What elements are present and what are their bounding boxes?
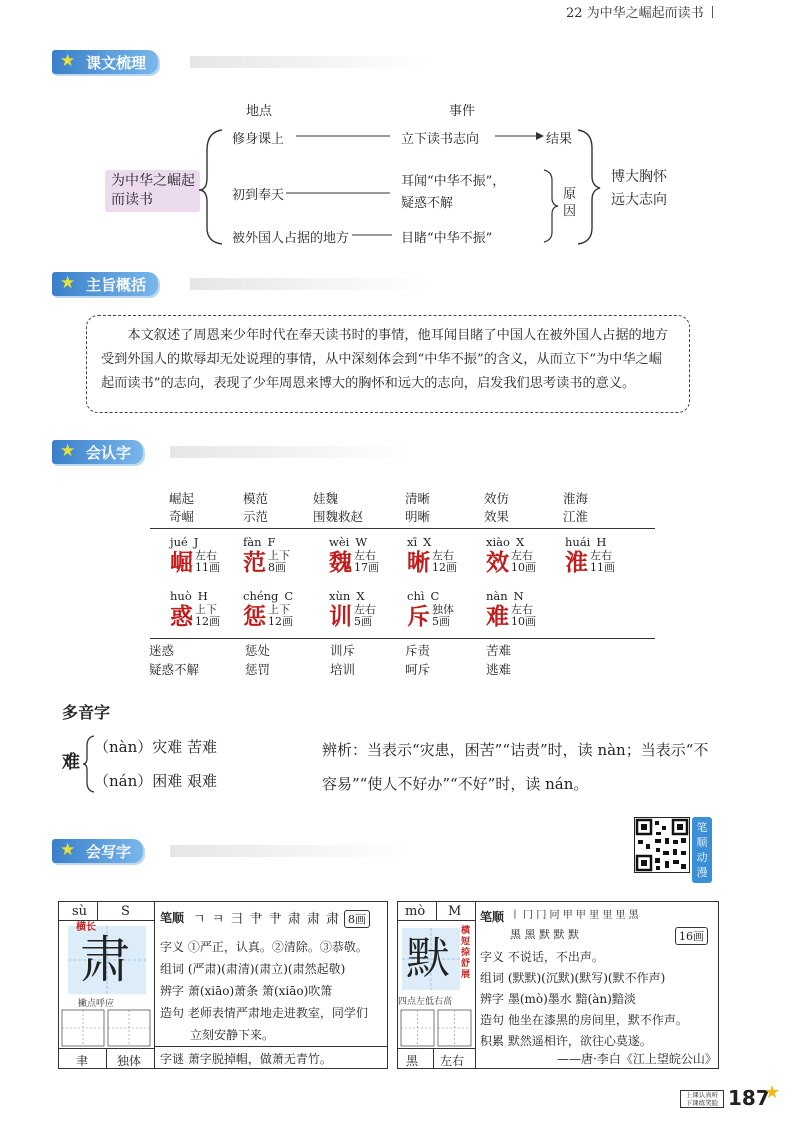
card1-stroke-label: 笔顺	[160, 911, 185, 925]
card-divider	[58, 920, 154, 921]
card1-structure: 独体	[117, 1054, 142, 1068]
card-divider	[436, 901, 437, 920]
star-icon: ★	[60, 273, 76, 293]
card-divider	[397, 920, 475, 921]
practice-grid	[58, 1008, 154, 1048]
word-group: 崛起 奇崛	[169, 491, 195, 524]
banner-fade	[170, 446, 410, 458]
diagram-event-3: 目睹“中华不振”	[401, 231, 493, 246]
word-group: 清晰 明晰	[405, 491, 431, 524]
char-card: xùn X 训 左右 5画	[329, 589, 376, 630]
card2-stroke-label: 笔顺	[480, 910, 505, 924]
qr-code[interactable]	[634, 817, 690, 873]
char-card: jué J 崛 左右 11画	[170, 535, 220, 576]
card-divider	[475, 901, 476, 1069]
char-card: xiào X 效 左右 10画	[486, 535, 536, 576]
word-group: 训斥 培训	[330, 643, 356, 677]
card2-distinguish: 辨字 墨(mò)墨水 黯(àn)黯淡	[480, 992, 636, 1006]
banner-fade	[170, 845, 410, 857]
diagram-conclusion-2: 远大志向	[611, 192, 667, 208]
diagram-conclusion-1: 博大胸怀	[611, 169, 667, 185]
card-divider	[106, 1048, 107, 1069]
char-card: nàn N 难 左右 10画	[486, 589, 536, 630]
word-group: 娃魏 围魏救赵	[313, 491, 364, 524]
table-divider	[150, 528, 655, 529]
word-group: 效仿 效果	[484, 491, 510, 524]
star-icon: ★	[764, 1082, 781, 1103]
card2-pinyin: mò	[405, 904, 426, 919]
diagram-place-2: 初到奉天	[232, 188, 285, 203]
card-divider	[154, 901, 155, 1069]
polyphonic-reading-1: （nàn）灾难 苦难	[94, 738, 218, 756]
char-card: huái H 淮 左右 11画	[565, 535, 615, 576]
diagram-col-event: 事件	[449, 104, 476, 119]
card1-note-bottom: 撇点呼应	[78, 999, 115, 1009]
char-card: wèi W 魏 左右 17画	[329, 535, 379, 576]
char-card: huò H 惑 上下 12画	[170, 589, 220, 630]
card-divider	[433, 1048, 434, 1069]
diagram-event-2-line2: 疑惑不解	[401, 196, 454, 211]
card-divider	[97, 901, 98, 920]
word-group: 淮海 江淮	[563, 491, 589, 524]
diagram-topic: 为中华之崛起而读书	[105, 170, 200, 212]
card2-accumulate: 积累 默然遥相许，欲往心莫遂。	[480, 1034, 652, 1048]
banner-fade	[190, 278, 430, 290]
card1-letter: S	[121, 904, 130, 919]
card2-big-char: 默	[406, 933, 450, 984]
section-banner-recognize: ★ 会认字	[52, 440, 143, 464]
tian-grid	[402, 928, 460, 990]
practice-grid	[397, 1008, 475, 1048]
diagram-event-1: 立下读书志向	[401, 132, 480, 147]
summary-box: 本文叙述了周恩来少年时代在奉天读书时的事情，他耳闻目睹了中国人在被外国人占据的地方受到外国人的欺辱却无处说理的事情，从中深刻体会到“中华不振”的含义，从而立下“为中华之崛起而读书”的志向，表现了少年周恩来博大的胸怀和远大的志向，启发我们思考读书的意义。	[86, 315, 690, 413]
card1-sentence-1: 造句 老师表情严肃地走进教室，同学们	[160, 1006, 368, 1020]
diagram-lines	[0, 0, 800, 260]
card2-radical: 黑	[406, 1054, 419, 1068]
card1-big-char: 肃	[80, 931, 130, 989]
diagram-event-2-line1: 耳闻“中华不振”，	[401, 174, 506, 189]
card2-meaning: 字义 不说话，不出声。	[480, 950, 604, 964]
char-card: chéng C 惩 上下 12画	[243, 589, 294, 630]
word-group: 斥责 呵斥	[405, 643, 431, 677]
card1-riddle: 字谜 萧字脱掉帽，做萧无青竹。	[160, 1052, 332, 1066]
section-banner-summary: ★ 主旨概括	[52, 272, 158, 296]
diagram-place-1: 修身课上	[232, 132, 285, 147]
polyphonic-title: 多音字	[62, 703, 111, 722]
card1-radical: 聿	[76, 1054, 89, 1068]
card1-note-top: 横长	[76, 922, 96, 933]
card1-distinguish: 辨字 萧(xiāo)萧条 箫(xiāo)吹箫	[160, 984, 333, 998]
section-banner-outline: ★ 课文梳理	[52, 50, 158, 74]
card2-source: ——唐·李白《江上望皖公山》	[557, 1052, 717, 1066]
footer-slogan: 上课认真听 下课练笑脸	[680, 1090, 724, 1108]
card2-note-bottom: 四点左低右高	[398, 997, 453, 1007]
running-header: 22 为中华之崛起而读书	[566, 2, 713, 21]
tian-grid	[68, 926, 146, 994]
star-icon: ★	[60, 51, 76, 71]
card2-stroke-count: 16画	[675, 927, 708, 945]
card1-pinyin: sù	[72, 904, 88, 919]
diagram-place-3: 被外国人占据的地方	[232, 231, 350, 246]
table-divider	[150, 638, 655, 639]
card2-stroke-order-1: 丨 冂 冂 冋 甲 甲 里 里 里 黑	[510, 910, 639, 921]
section-banner-write: ★ 会写字	[52, 839, 143, 863]
word-group: 苦难 逃难	[486, 643, 512, 677]
star-icon: ★	[60, 441, 76, 461]
card1-meaning: 字义 ①严正，认真。②清除。③恭敬。	[160, 940, 368, 954]
card1-stroke-count: 8画	[344, 910, 370, 928]
card2-words: 组词 (默默)(沉默)(默写)(默不作声)	[480, 971, 666, 985]
card-divider	[397, 1048, 475, 1049]
card1-stroke-order: ㄱ ㅋ ⺕ 肀 肀 肃 肃 肃	[193, 912, 341, 927]
diagram-cause-label: 原因	[563, 187, 577, 219]
card1-words: 组词 (严肃)(肃清)(肃立)(肃然起敬)	[160, 962, 346, 976]
card2-sentence: 造句 他坐在漆黑的房间里，默不作声。	[480, 1013, 688, 1027]
card2-structure: 左右	[440, 1054, 465, 1068]
char-card: chì C 斥 独体 5画	[407, 589, 454, 630]
card-divider	[154, 1046, 388, 1047]
star-icon: ★	[60, 840, 76, 860]
char-card: fàn F 范 上下 8画	[243, 535, 290, 576]
card1-sentence-2: 立刻安静下来。	[190, 1028, 275, 1042]
word-group: 模范 示范	[243, 491, 269, 524]
char-card: xī X 晰 左右 12画	[407, 535, 457, 576]
polyphonic-reading-2: （nán）困难 艰难	[94, 772, 218, 790]
card2-letter: M	[448, 904, 462, 919]
polyphonic-char: 难	[62, 752, 80, 773]
card2-note-side: 横短 捺舒展	[461, 926, 471, 980]
card2-stroke-order-2: 黑 黑 默 默 默	[510, 928, 579, 941]
diagram-col-place: 地点	[246, 104, 273, 119]
page-number: 187	[728, 1086, 770, 1110]
stroke-animation-tab[interactable]: 笔顺动漫	[692, 817, 712, 883]
diagram-result-label: 结果	[546, 132, 573, 147]
polyphonic-analysis: 辨析：当表示“灾患，困苦”“诘责”时，读 nàn；当表示“不容易”“使人不好办”“不好”时，读 nán。	[322, 741, 709, 793]
word-group: 迷惑 疑惑不解	[149, 643, 200, 677]
word-group: 惩处 惩罚	[245, 643, 271, 677]
